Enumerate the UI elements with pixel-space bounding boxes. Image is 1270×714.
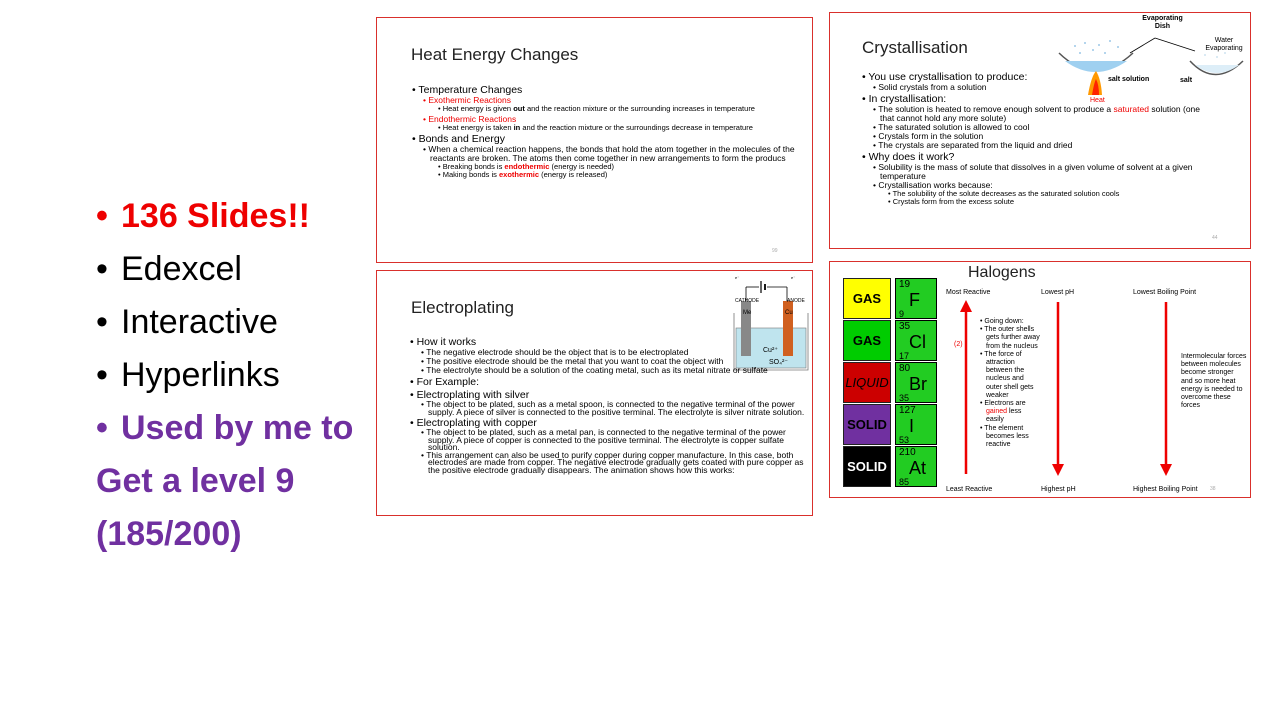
element-symbol: I [909, 416, 915, 436]
label-most-reactive: Most Reactive [946, 289, 991, 296]
label-least-reactive: Least Reactive [946, 486, 993, 493]
bullet: • The object to be plated, such as a metal pan, is connected to the negative terminal of the power supply. A piece of copper is connected to the positive terminal. The electrolyte is copper sulfate solution. [421, 427, 786, 452]
state-cell: LIQUID [843, 362, 891, 403]
promo-score: (185/200) [96, 515, 242, 553]
element-symbol: Br [909, 374, 927, 394]
label-highest-bp: Highest Boiling Point [1133, 486, 1198, 493]
bullet: • In crystallisation: [862, 93, 947, 105]
bullet: • The crystals are separated from the liquid and dried [873, 140, 1073, 150]
bullet: • Breaking bonds is endothermic (energy is needed) [438, 162, 615, 171]
bullet: • Why does it work? [862, 151, 955, 163]
svg-text:e⁻: e⁻ [735, 275, 740, 280]
bullet: • Electrons are gained less easily [980, 400, 1026, 424]
label-metal-object: Me [743, 310, 752, 316]
bullet: • Going down: [980, 318, 1024, 325]
bullet: • The solubility of the solute decreases as the saturated solution cools [888, 189, 1120, 198]
slide-title: Heat Energy Changes [411, 45, 579, 64]
bullet: • This arrangement can also be used to purify copper during copper manufacture. In this case, both electrodes are made from copper. The negative electrode gradually gets coated with pure copper as the positive electrode gradually disappears. The animation shows how this works: [421, 449, 804, 475]
promo-used-by-me: • Used by me to [96, 409, 354, 447]
halogen-row-chlorine [843, 320, 949, 361]
page-number: 99 [772, 248, 778, 254]
slide-electroplating[interactable] [376, 270, 813, 516]
bullet: • Bonds and Energy [412, 133, 505, 145]
halogen-row-bromine [843, 362, 949, 403]
bullet: • The solution is heated to remove enough solvent to produce a saturated solution (one that cannot hold any more solute) [873, 104, 1201, 123]
bullet: • Solid crystals from a solution [873, 82, 987, 92]
bullet: • The saturated solution is allowed to cool [873, 122, 1030, 132]
state-cell: SOLID [843, 404, 891, 445]
promo-list [96, 190, 366, 561]
label-highest-ph: Highest pH [1041, 486, 1076, 493]
slide-body [410, 85, 805, 179]
halogen-row-fluorine [843, 278, 949, 319]
element-cell [895, 446, 937, 487]
element-cell [895, 404, 937, 445]
label-water-evaporating: Water Evaporating [1205, 37, 1243, 53]
intermolecular-note: Intermolecular forces between molecules become stronger and so more heat energy is needed to overcome these forces [1181, 353, 1247, 410]
mass-number: 35 [899, 321, 911, 332]
going-down-list [979, 318, 1041, 449]
page-number: 44 [1212, 235, 1218, 241]
bullet: • Solubility is the mass of solute that dissolves in a given volume of solvent at a given temperature [873, 162, 1193, 181]
slide-body [860, 72, 1245, 206]
element-symbol: At [909, 458, 927, 478]
bullet: • The outer shells gets further away from the nucleus [980, 326, 1040, 350]
mass-number: 19 [899, 279, 911, 290]
bullet: • The force of attraction between the nucleus and outer shell gets weaker [980, 350, 1034, 399]
slide-title: Electroplating [411, 298, 515, 317]
bullet: • Crystals form from the excess solute [888, 197, 1015, 206]
slide-crystallisation[interactable] [829, 12, 1251, 249]
label-heat: Heat [1090, 97, 1105, 104]
promo-interactive: • Interactive [96, 303, 278, 341]
slide-title: Halogens [968, 264, 1036, 281]
mass-number: 127 [899, 405, 916, 416]
promo-hyperlinks: • Hyperlinks [96, 356, 280, 394]
state-cell: SOLID [843, 446, 891, 487]
label-marks: (2) [954, 341, 963, 348]
element-cell [895, 362, 937, 403]
bullet: • The element becomes less reactive [980, 424, 1029, 449]
state-cell: GAS [843, 278, 891, 319]
slide-heat-energy[interactable] [376, 17, 813, 263]
state-cell: GAS [843, 320, 891, 361]
bullet: • Electroplating with silver [410, 389, 530, 401]
element-cell [895, 278, 937, 319]
atomic-number: 53 [899, 435, 910, 445]
promo-level: Get a level 9 [96, 462, 295, 500]
label-sulfate-ion: SO₄²⁻ [769, 359, 788, 366]
atomic-number: 35 [899, 393, 910, 403]
element-symbol: F [909, 290, 920, 310]
bullet: • Crystals form in the solution [873, 131, 984, 141]
bullet: • Endothermic Reactions [423, 114, 517, 124]
label-copper-anode: Cu [785, 310, 793, 316]
bullet: • The object to be plated, such as a metal spoon, is connected to the negative terminal of the power supply. A piece of silver is connected to the positive terminal. The electrolyte is silver nitrate solution. [421, 399, 805, 417]
svg-text:e⁻: e⁻ [791, 275, 796, 280]
mass-number: 210 [899, 447, 916, 458]
label-cathode: CATHODE [735, 298, 760, 304]
label-evaporating-dish: Evaporating Dish [1142, 15, 1183, 31]
label-salt-solution: salt solution [1108, 76, 1150, 83]
label-salt: salt [1180, 77, 1193, 84]
bullet: • Heat energy is taken in and the reaction mixture or the surroundings decrease in temperature [438, 123, 753, 132]
element-symbol: Cl [909, 332, 926, 352]
bullet: • Temperature Changes [412, 84, 523, 96]
bullet: • Making bonds is exothermic (energy is released) [438, 170, 608, 179]
element-cell [895, 320, 937, 361]
promo-slides-count: • 136 Slides!! [96, 197, 310, 235]
label-copper-ion: Cu²⁺ [763, 347, 778, 354]
bullet: • How it works [410, 336, 477, 348]
label-lowest-bp: Lowest Boiling Point [1133, 289, 1197, 296]
page-number: 38 [1210, 486, 1216, 492]
slide-body [408, 337, 808, 474]
promo-exam-board: • Edexcel [96, 250, 242, 288]
halogen-row-astatine [843, 446, 949, 487]
bullet: • Exothermic Reactions [423, 95, 512, 105]
atomic-number: 85 [899, 477, 910, 487]
bullet: • Heat energy is given out and the reaction mixture or the surrounding increases in temperature [438, 104, 755, 113]
bullet: • Electroplating with copper [410, 417, 537, 429]
bullet: • When a chemical reaction happens, the bonds that hold the atom together in the molecules of the reactants are broken. The atoms then come together in new arrangements to form the producs [423, 144, 795, 163]
bullet: • The positive electrode should be the metal that you want to coat the object with [421, 356, 724, 366]
bullet: • For Example: [410, 376, 480, 388]
bullet: • You use crystallisation to produce: [862, 71, 1028, 83]
bullet: • Crystallisation works because: [873, 180, 993, 190]
label-anode: ANODE [787, 298, 805, 304]
slide-halogens[interactable] [829, 261, 1251, 498]
mass-number: 80 [899, 363, 911, 374]
atomic-number: 9 [899, 309, 905, 319]
label-lowest-ph: Lowest pH [1041, 289, 1075, 296]
atomic-number: 17 [899, 351, 910, 361]
bullet: • The negative electrode should be the object that is to be electroplated [421, 347, 689, 357]
slide-title: Crystallisation [862, 38, 968, 57]
bullet: • The electrolyte should be a solution of the coating metal, such as its metal nitrate or sulfate [421, 365, 768, 375]
halogen-row-iodine [843, 404, 949, 445]
